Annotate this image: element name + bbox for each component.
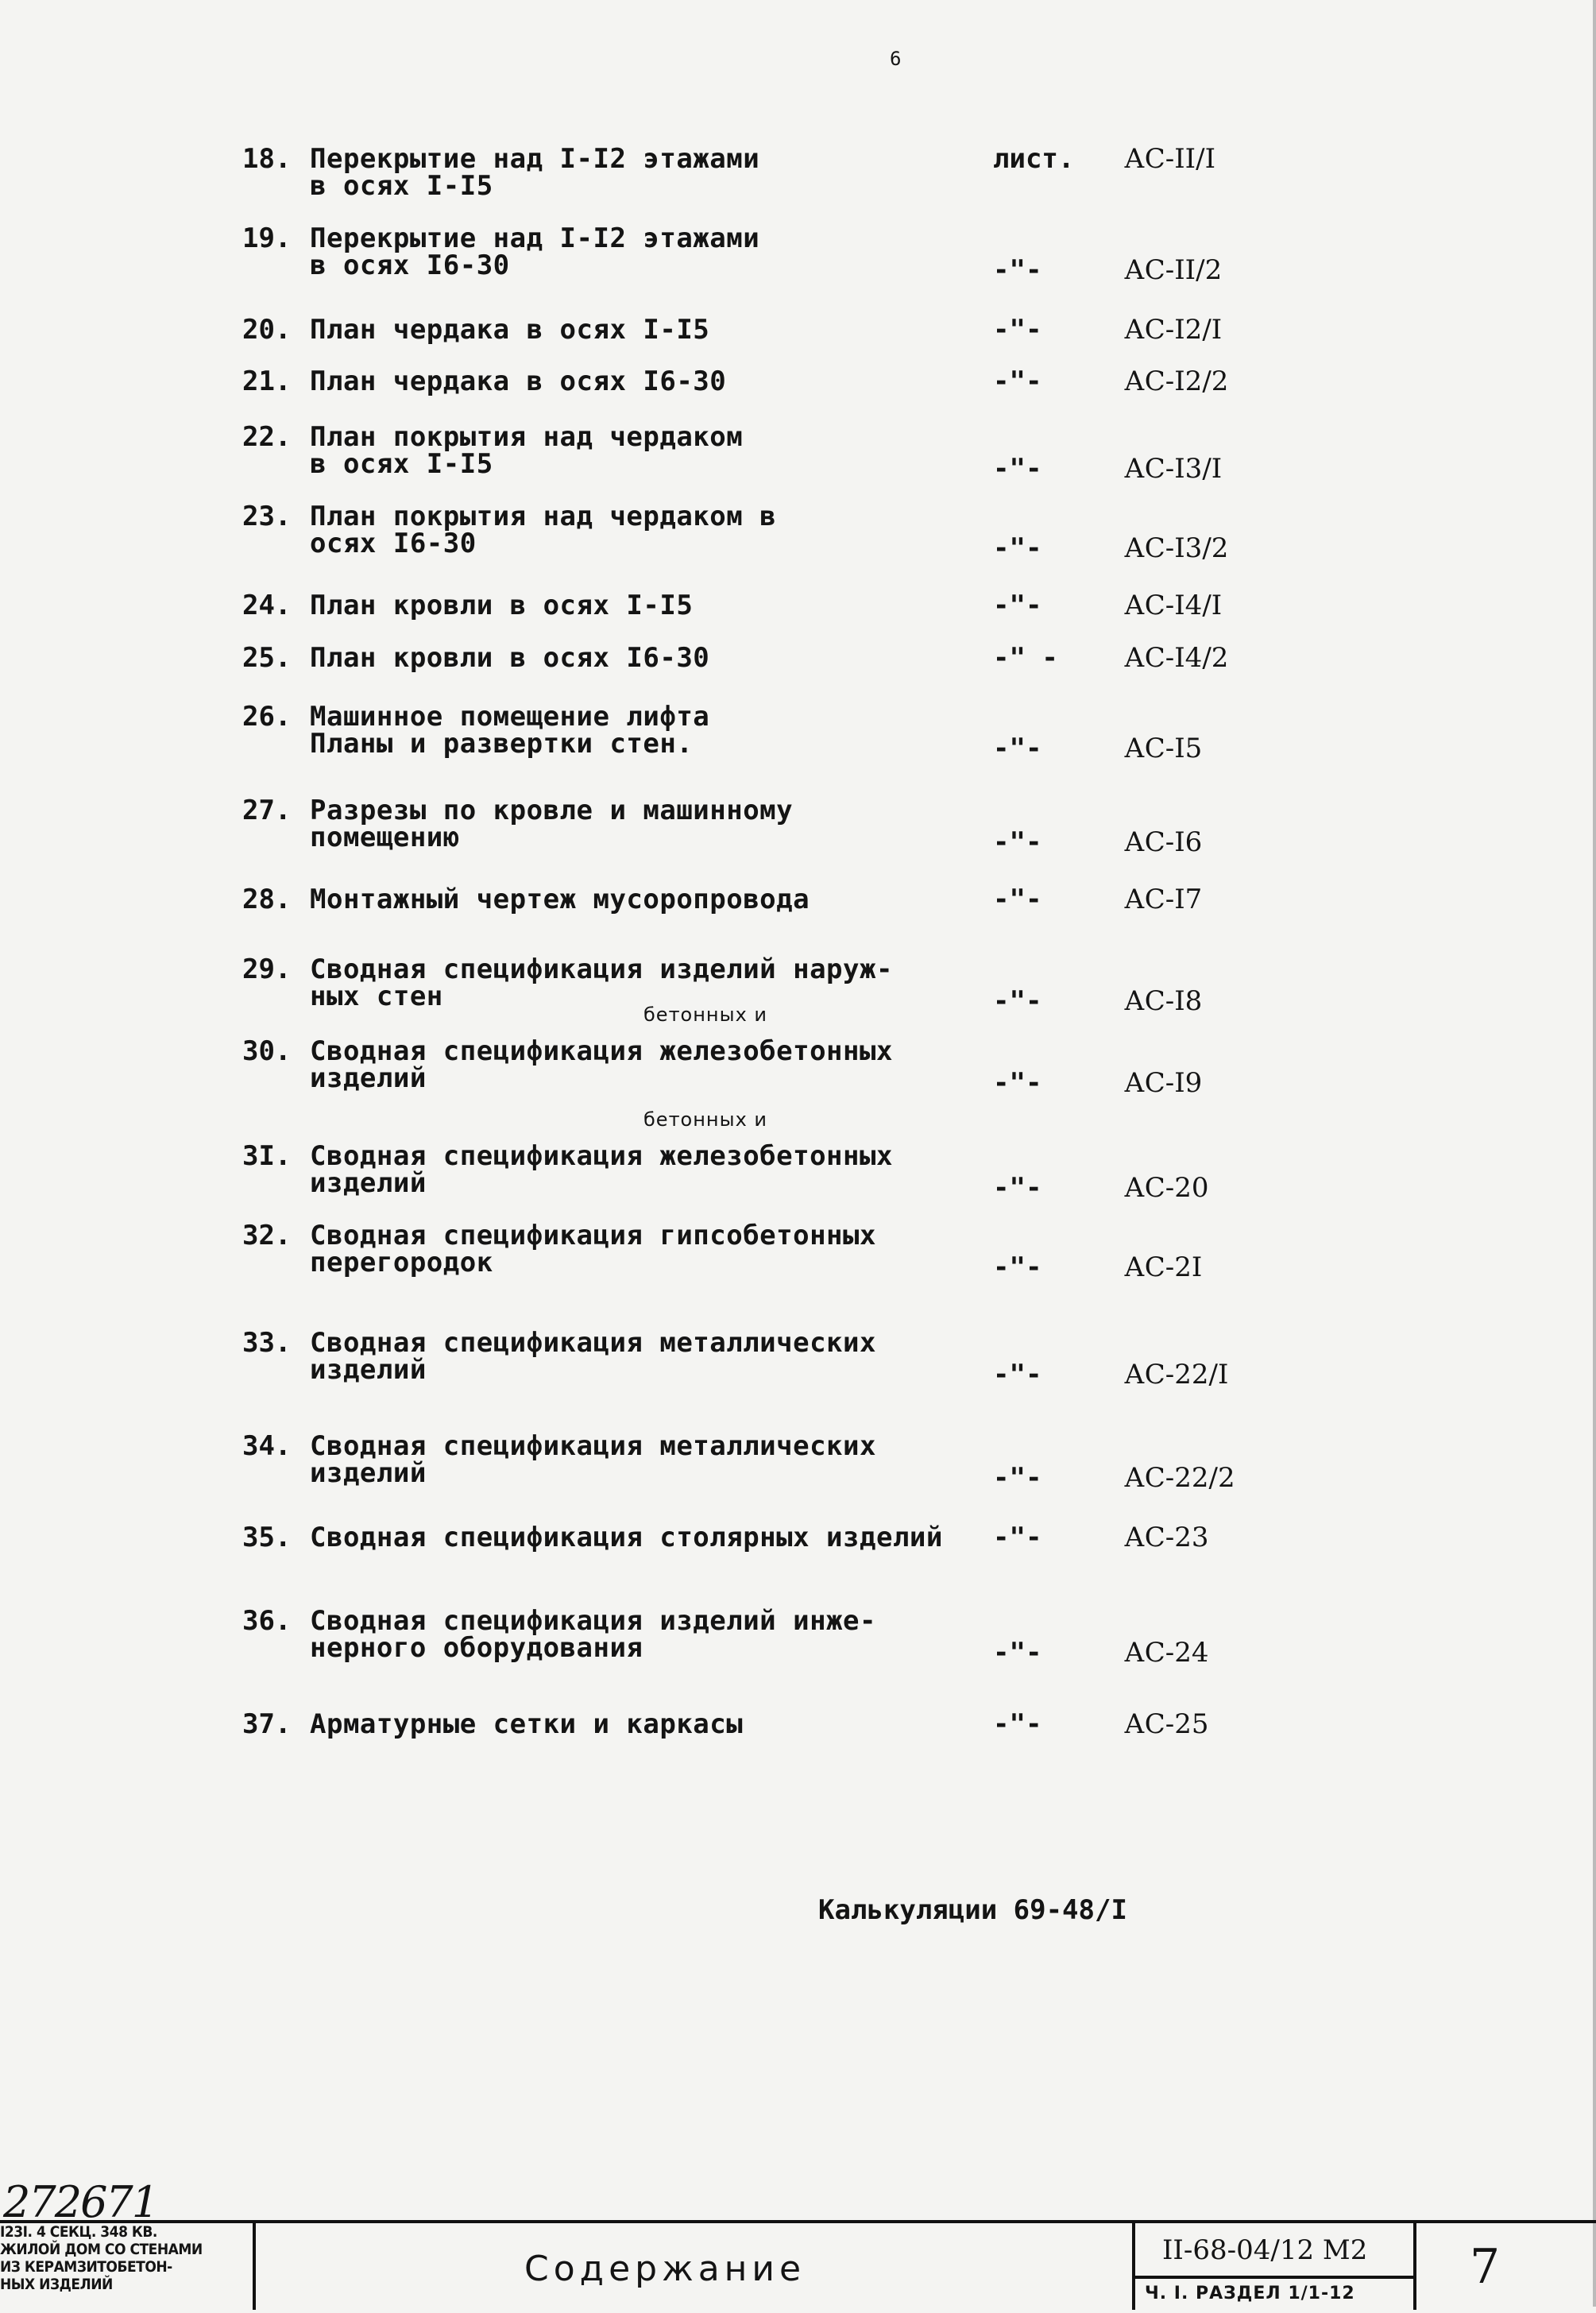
ditto-mark: -"-	[993, 1172, 1042, 1204]
sheet-code: АС-I8	[1124, 985, 1203, 1017]
sheet-code: АС-I4/I	[1124, 590, 1223, 621]
sheet-code: АС-24	[1124, 1637, 1209, 1669]
ditto-mark: -"-	[993, 1522, 1042, 1553]
ditto-mark: -"-	[993, 1067, 1042, 1099]
entry-title: План чердака в осях I6-30	[310, 366, 727, 397]
entry-number: 21.	[242, 366, 292, 397]
entry-title-cont: помещению	[310, 822, 460, 853]
entry-number: 33.	[242, 1327, 292, 1359]
entry-number: 25.	[242, 642, 292, 674]
ditto-mark: -"-	[993, 1708, 1042, 1740]
calculations-reference: Калькуляции 69-48/I	[818, 1894, 1127, 1926]
ditto-mark: -"-	[993, 532, 1042, 564]
sheet-code: АС-I7	[1124, 884, 1203, 915]
ditto-mark: -"-	[993, 733, 1042, 764]
ditto-mark: -"-	[993, 1359, 1042, 1391]
entry-number: 18.	[242, 143, 292, 175]
entry-title-cont: нерного оборудования	[310, 1632, 643, 1664]
entry-title: План чердака в осях I-I5	[310, 314, 710, 346]
sheet-code: АС-I2/I	[1124, 314, 1223, 346]
sheet-code: АС-22/2	[1124, 1462, 1235, 1494]
entry-number: 22.	[242, 421, 292, 453]
page-mark: 6	[890, 48, 902, 70]
entry-title: Монтажный чертеж мусоропровода	[310, 884, 810, 915]
ditto-mark: -"-	[993, 826, 1042, 858]
sheet-code: АС-20	[1124, 1172, 1209, 1204]
series-box	[1132, 2223, 1416, 2310]
entry-title: Сводная спецификация изделий инже-	[310, 1605, 876, 1637]
ditto-mark: -"-	[993, 314, 1042, 346]
entry-title: Разрезы по кровле и машинному	[310, 795, 794, 826]
page-number: 7	[1470, 2239, 1501, 2295]
ditto-mark: -"-	[993, 985, 1042, 1017]
entry-title-cont: изделий	[310, 1354, 427, 1386]
ditto-mark: -"-	[993, 1251, 1042, 1283]
entry-number: 20.	[242, 314, 292, 346]
entry-title: Сводная спецификация столярных изделий	[310, 1522, 943, 1553]
entry-number: 26.	[242, 701, 292, 733]
ditto-mark: -"-	[993, 254, 1042, 286]
entry-number: 34.	[242, 1430, 292, 1462]
ditto-mark: -"-	[993, 366, 1042, 397]
entry-number: 28.	[242, 884, 292, 915]
entry-title-cont: Планы и развертки стен.	[310, 728, 694, 760]
ditto-mark: -"-	[993, 884, 1042, 915]
entry-title: План покрытия над чердаком в	[310, 501, 777, 532]
entry-number: 24.	[242, 590, 292, 621]
entry-title: Сводная спецификация металлических	[310, 1327, 876, 1359]
entry-title: Перекрытие над I-I2 этажами	[310, 143, 760, 175]
entry-title-cont: ных стен	[310, 981, 443, 1012]
entry-number: 3I.	[242, 1140, 292, 1172]
project-line: I23I. 4 СЕКЦ. 348 КВ.	[0, 2223, 157, 2241]
entry-number: 32.	[242, 1220, 292, 1251]
page-edge	[1593, 0, 1596, 2307]
entry-title-cont: изделий	[310, 1167, 427, 1199]
series-code: II-68-04/12 М2	[1162, 2234, 1368, 2266]
entry-number: 23.	[242, 501, 292, 532]
sheet-title: Содержание	[524, 2249, 806, 2289]
entry-title: Машинное помещение лифта	[310, 701, 710, 733]
sheet-code: АС-I4/2	[1124, 642, 1229, 674]
entry-title: Сводная спецификация изделий наруж-	[310, 953, 893, 985]
entry-title-cont: в осях I6-30	[310, 249, 510, 281]
sheet-code: АС-II/2	[1124, 254, 1223, 286]
sheet-code: АС-II/I	[1124, 143, 1215, 175]
sheet-code: АС-23	[1124, 1522, 1209, 1553]
project-line: ИЗ КЕРАМЗИТОБЕТОН-	[0, 2258, 172, 2276]
entry-number: 29.	[242, 953, 292, 985]
sheet-code: АС-I3/2	[1124, 532, 1229, 564]
entry-number: 19.	[242, 222, 292, 254]
entry-number: 30.	[242, 1035, 292, 1067]
entry-title-cont: изделий	[310, 1062, 427, 1094]
project-line: ЖИЛОЙ ДОМ СО СТЕНАМИ	[0, 2241, 203, 2258]
entry-number: 27.	[242, 795, 292, 826]
ditto-mark: -"-	[993, 1637, 1042, 1669]
entry-title: Перекрытие над I-I2 этажами	[310, 222, 760, 254]
ditto-mark: -"-	[993, 1462, 1042, 1494]
project-line: НЫХ ИЗДЕЛИЙ	[0, 2276, 113, 2293]
entry-number: 35.	[242, 1522, 292, 1553]
handwritten-correction: бетонных и	[643, 1108, 767, 1131]
entry-title-cont: перегородок	[310, 1247, 493, 1278]
entry-title: Сводная спецификация гипсобетонных	[310, 1220, 876, 1251]
sheet-code: АС-I5	[1124, 733, 1203, 764]
sheet-code: АС-I2/2	[1124, 366, 1229, 397]
entry-title: Сводная спецификация железобетонных	[310, 1035, 893, 1067]
sheet-code: АС-I6	[1124, 826, 1203, 858]
sheet-code: АС-22/I	[1124, 1359, 1229, 1391]
ditto-mark: -" -	[993, 642, 1058, 674]
sheet-code: АС-I9	[1124, 1067, 1203, 1099]
handwritten-correction: бетонных и	[643, 1004, 767, 1026]
entry-title: Сводная спецификация металлических	[310, 1430, 876, 1462]
ditto-mark: -"-	[993, 453, 1042, 485]
entry-number: 37.	[242, 1708, 292, 1740]
entry-title: План кровли в осях I6-30	[310, 642, 710, 674]
entry-title: План кровли в осях I-I5	[310, 590, 694, 621]
entry-title: План покрытия над чердаком	[310, 421, 744, 453]
ditto-mark: -"-	[993, 590, 1042, 621]
entry-title-cont: в осях I-I5	[310, 170, 493, 202]
sheet-code: АС-I3/I	[1124, 453, 1223, 485]
entry-title-cont: изделий	[310, 1457, 427, 1489]
sheet-code: АС-25	[1124, 1708, 1209, 1740]
sheet-code: АС-2I	[1124, 1251, 1203, 1283]
entry-title: Сводная спецификация железобетонных	[310, 1140, 893, 1172]
section-code: Ч. I. РАЗДЕЛ 1/1-12	[1145, 2284, 1355, 2303]
ditto-mark: лист.	[993, 143, 1075, 175]
project-description	[0, 2223, 256, 2310]
title-block	[0, 2220, 1596, 2310]
entry-title: Арматурные сетки и каркасы	[310, 1708, 744, 1740]
entry-title-cont: в осях I-I5	[310, 448, 493, 480]
entry-number: 36.	[242, 1605, 292, 1637]
entry-title-cont: осях I6-30	[310, 528, 477, 559]
stamp-number: 272671	[3, 2177, 158, 2227]
